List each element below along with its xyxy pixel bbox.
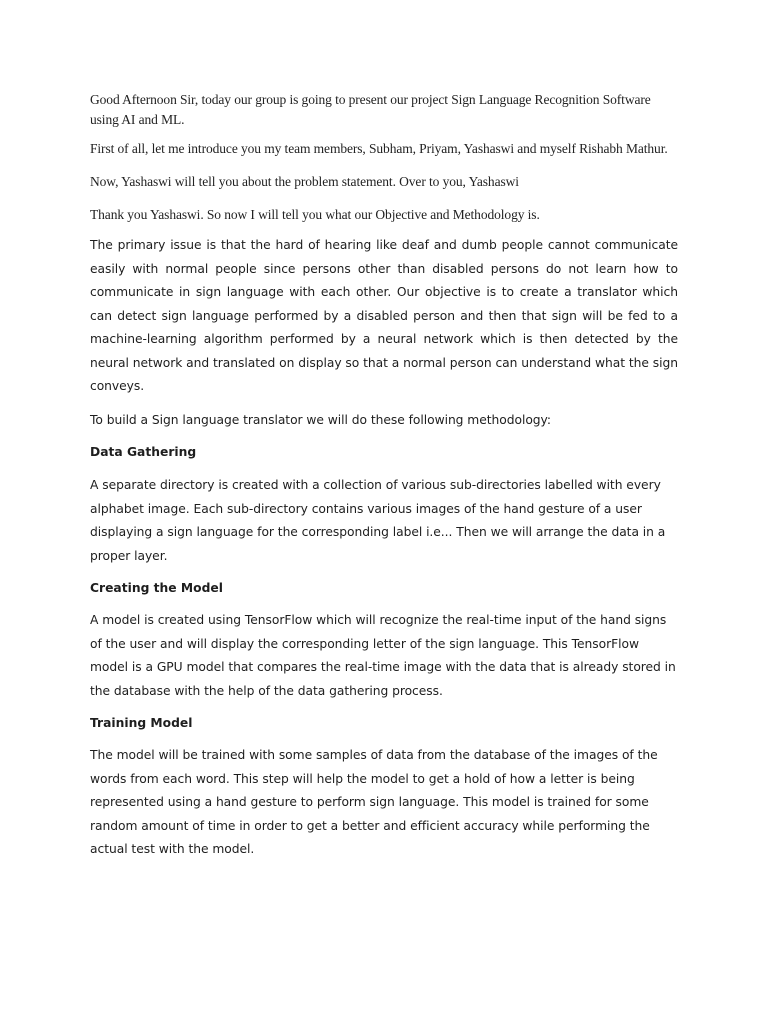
document-body [90, 90, 678, 862]
section-heading-training-model: Training Model [90, 716, 193, 730]
problem-paragraph: The primary issue is that the hard of hearing like deaf and dumb people cannot communicate easily with normal people since persons other than disabled persons do not learn how to communicate in sign language with each other. Our objective is to create a translator which can detect sign language performed by a disabled person and then that sign will be fed to a machine-learning algorithm performed by a neural network which is then detected by the neural network and translated on display so that a normal person can understand what the sign conveys. [90, 238, 678, 393]
team-paragraph: First of all, let me introduce you my team members, Subham, Priyam, Yashaswi and myself Rishabh Mathur. [90, 141, 668, 156]
thanks-paragraph: Thank you Yashaswi. So now I will tell you what our Objective and Methodology is. [90, 207, 540, 222]
intro-paragraph: Good Afternoon Sir, today our group is going to present our project Sign Language Recognition Software using AI and ML. [90, 92, 651, 127]
methodology-intro-paragraph: To build a Sign language translator we will do these following methodology: [90, 412, 551, 427]
handover-paragraph: Now, Yashaswi will tell you about the problem statement. Over to you, Yashaswi [90, 174, 519, 189]
section-body-creating-model: A model is created using TensorFlow which will recognize the real-time input of the hand signs of the user and will display the corresponding letter of the sign language. This TensorFlow model is a GPU model that compares the real-time image with the data that is already stored in the database with the help of the data gathering process. [90, 613, 676, 698]
section-body-training-model: The model will be trained with some samples of data from the database of the images of the words from each word. This step will help the model to get a hold of how a letter is being represented using a hand gesture to perform sign language. This model is trained for some random amount of time in order to get a better and efficient accuracy while performing the actual test with the model. [90, 748, 658, 856]
section-body-data-gathering: A separate directory is created with a collection of various sub-directories labelled with every alphabet image. Each sub-directory contains various images of the hand gesture of a user displaying a sign language for the corresponding label i.e... Then we will arrange the data in a proper layer. [90, 478, 666, 563]
section-heading-creating-model: Creating the Model [90, 581, 223, 595]
section-heading-data-gathering: Data Gathering [90, 445, 197, 459]
